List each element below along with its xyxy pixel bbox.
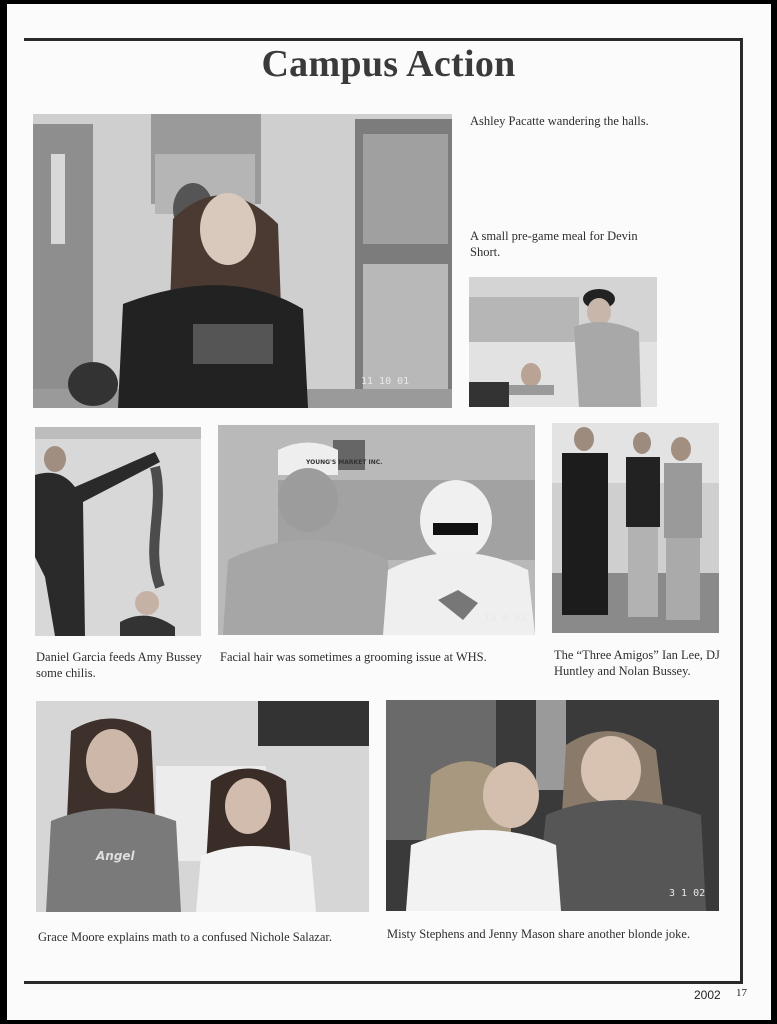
- photo-ashley-hallway: [33, 114, 452, 408]
- cap-logo-text: YOUNG'S MARKET INC.: [306, 459, 383, 466]
- photo-three-amigos: [552, 423, 719, 633]
- caption-ashley: Ashley Pacatte wandering the halls.: [470, 114, 649, 128]
- caption-three-amigos: The “Three Amigos” Ian Lee, DJ Huntley and Nolan Bussey.: [554, 648, 720, 678]
- caption-misty: Misty Stephens and Jenny Mason share another blonde joke.: [387, 927, 691, 941]
- shirt-text: Angel: [96, 849, 135, 863]
- photo-date-stamp: 11 10 01: [361, 376, 410, 387]
- photo-grace-math: [36, 701, 369, 912]
- caption-grace: Grace Moore explains math to a confused Nichole Salazar.: [38, 930, 332, 944]
- caption-devin: A small pre-game meal for Devin Short.: [470, 229, 638, 259]
- footer-year: 2002: [694, 988, 721, 1002]
- photo-hoodies: [218, 425, 535, 635]
- photo-date-stamp: 13 9 01: [484, 613, 527, 624]
- photo-daniel-chilis: [35, 427, 201, 636]
- caption-facial-hair: Facial hair was sometimes a grooming issue at WHS.: [220, 650, 487, 664]
- footer-page-number: 17: [736, 987, 747, 999]
- photo-date-stamp: 3 1 02: [669, 888, 706, 899]
- photo-misty-jenny: [386, 700, 719, 911]
- photo-devin-meal: [469, 277, 657, 407]
- caption-daniel: Daniel Garcia feeds Amy Bussey some chilis.: [36, 650, 202, 680]
- page-title: Campus Action: [261, 43, 516, 85]
